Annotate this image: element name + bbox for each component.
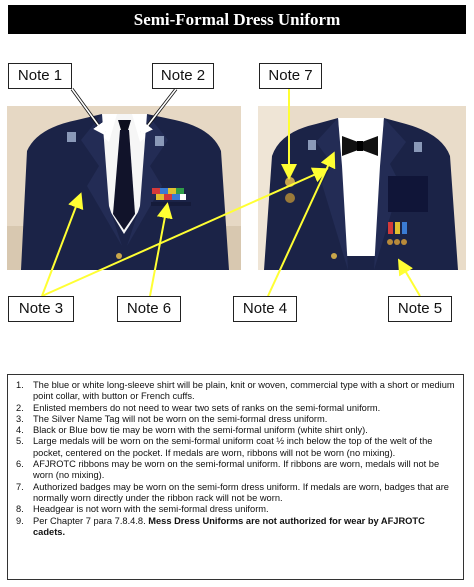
- uniform-photo-bowtie: [258, 106, 466, 270]
- note-7-label: Note 7: [259, 63, 322, 89]
- note-1-label: Note 1: [8, 63, 72, 89]
- notes-list: [7, 374, 464, 580]
- uniform-photo-necktie: [7, 106, 241, 270]
- note-item: 5. Large medals will be worn on the semi-formal uniform coat ½ inch below the top of the welt of the pocket, centered on the pocket. If medals are worn, ribbons will not be worn (no mixing).: [16, 436, 433, 458]
- note-item: 3. The Silver Name Tag will not be worn on the semi-formal dress uniform.: [16, 413, 328, 424]
- note-item: 8. Headgear is not worn with the semi-formal dress uniform.: [16, 504, 269, 515]
- note-item: 6. AFJROTC ribbons may be worn on the semi-formal uniform. If ribbons are worn, medals will not be worn (no mixing).: [16, 459, 440, 481]
- note-6-label: Note 6: [117, 296, 181, 322]
- note-item: 7. Authorized badges may be worn on the semi-form dress uniform. If medals are worn, badges that are normally worn directly under the ribbon rack will not be worn.: [16, 481, 449, 503]
- page-title: Semi-Formal Dress Uniform: [8, 5, 466, 34]
- note-5-label: Note 5: [388, 296, 452, 322]
- note-item: 9. Per Chapter 7 para 7.8.4.8. Mess Dress Uniforms are not authorized for wear by AFJROTC cadets.: [16, 515, 425, 537]
- note-item: 4. Black or Blue bow tie may be worn with the semi-formal uniform (white shirt only).: [16, 425, 368, 436]
- note-2-label: Note 2: [152, 63, 214, 89]
- note-item: 1. The blue or white long-sleeve shirt will be plain, knit or woven, commercial type with a short or medium point collar, with button or French cuffs.: [16, 380, 455, 402]
- note-4-label: Note 4: [233, 296, 297, 322]
- note-item: 2. Enlisted members do not need to wear two sets of ranks on the semi-formal uniform.: [16, 402, 381, 413]
- note-3-label: Note 3: [8, 296, 74, 322]
